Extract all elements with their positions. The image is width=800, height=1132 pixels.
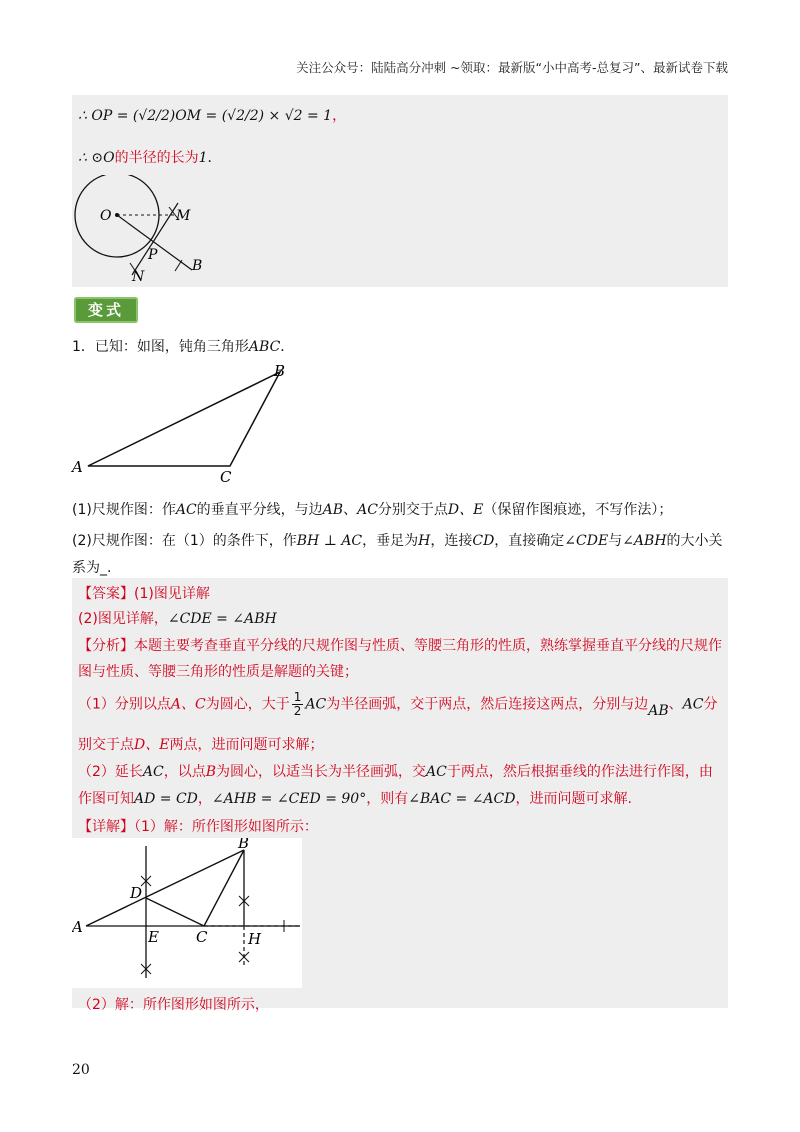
detail-line-1 <box>78 816 318 836</box>
label-A: A <box>72 458 83 476</box>
part1-t4: （保留作图痕迹，不写作法）； <box>483 502 673 518</box>
answer-line-2 <box>78 608 277 628</box>
step1-line-1 <box>78 691 717 718</box>
part1-m1: AC <box>175 502 197 518</box>
part2-m3: CD <box>472 533 495 549</box>
question-stem-end: ． <box>280 339 295 355</box>
analysis-text-2: 图与性质、等腰三角形的性质是解题的关键； <box>78 664 358 680</box>
answer-line-1 <box>78 583 210 603</box>
question-part-1 <box>72 499 672 519</box>
step1-b: 为圆心，大于 <box>205 696 290 713</box>
radius-conclusion-text: 的半径的长为 <box>114 150 199 166</box>
solution-continuation-block <box>72 95 728 287</box>
part2-m1: BH ⊥ AC <box>296 533 363 549</box>
construction-figure <box>72 838 302 988</box>
step2-l2m2: ∠AHB = ∠CED = 90° <box>211 791 367 807</box>
step2-m1: AC <box>142 764 164 780</box>
analysis-line-1 <box>78 635 722 655</box>
analysis-line-2 <box>78 661 358 681</box>
question-stem <box>72 336 294 356</box>
step1-l2m: D、E <box>134 737 170 753</box>
part2-m2: H <box>418 533 431 549</box>
circle-figure <box>72 175 232 285</box>
triangle-figure <box>70 362 310 482</box>
step1-m4: AC <box>682 696 704 713</box>
part1-t2: 、 <box>343 502 358 518</box>
step2-l2m1: AD = CD <box>134 791 198 807</box>
page-header: 关注公众号：陆陆高分冲刺 ~领取：最新版“小中高考-总复习”、最新试卷下载 <box>296 60 728 75</box>
fig-label-C: C <box>196 928 208 946</box>
fig-label-H: H <box>248 930 262 948</box>
part2-t2: ，连接 <box>430 533 473 549</box>
equation-op-comma: ， <box>332 108 347 124</box>
step2-b: ，以点 <box>163 764 206 780</box>
part1-label: (1)尺规作图：作 <box>72 502 176 518</box>
answer-tag: 【答案】 <box>78 586 134 602</box>
answer-block <box>72 578 728 1013</box>
question-part-2-line2: 系为_. <box>72 560 112 576</box>
part2-t3: ，直接确定 <box>494 533 565 549</box>
fig-label-D: D <box>130 884 143 902</box>
question-stem-text: 1．已知：如图，钝角三角形 <box>72 339 249 355</box>
step2-l2c: ，则有 <box>366 791 409 807</box>
step2-l2m3: ∠BAC = ∠ACD <box>408 791 516 807</box>
detail-1: （1）解：所作图形如图所示： <box>134 819 318 835</box>
part1-t3: 分别交于点 <box>377 502 448 518</box>
fraction-num: 1 <box>293 690 302 704</box>
label-B: B <box>274 362 286 380</box>
label-O: O <box>100 208 112 224</box>
answer-2-prefix: (2)图见详解， <box>78 611 168 627</box>
detail-2: （2）解：所作图形如图所示， <box>78 997 269 1013</box>
part2-t5: 的大小关 <box>666 533 723 549</box>
step1-a: （1）分别以点 <box>78 696 171 713</box>
step1-c: 为半径画弧，交于两点，然后连接这两点，分别与边 <box>326 696 649 713</box>
fraction-half <box>292 691 304 718</box>
step2-a: （2）延长 <box>78 764 143 780</box>
label-C: C <box>220 468 232 482</box>
label-P: P <box>148 247 158 263</box>
fig-label-B: B <box>238 838 250 852</box>
analysis-text-1: 本题主要考查垂直平分线的尺规作图与性质、等腰三角形的性质，熟练掌握垂直平分线的尺规作 <box>134 638 722 654</box>
step2-l2d: ，进而问题可求解. <box>515 791 632 807</box>
answer-1: (1)图见详解 <box>134 586 210 602</box>
fig-label-A: A <box>72 918 83 936</box>
label-N: N <box>132 269 145 285</box>
step1-line-2 <box>78 734 323 754</box>
part2-label: (2)尺规作图：在（1）的条件下，作 <box>72 533 297 549</box>
radius-conclusion-prefix: ∴ ⊙O <box>78 150 115 166</box>
variant-badge: 变式 <box>74 297 138 323</box>
question-stem-math: ABC <box>248 339 281 355</box>
step1-l2a: 别交于点 <box>78 737 134 753</box>
step1-m3: AB <box>648 702 669 719</box>
page-number: 20 <box>72 1062 90 1078</box>
part2-m5: ∠ABH <box>622 533 667 549</box>
step2-c: 为圆心，以适当长为半径画弧，交 <box>216 764 427 780</box>
radius-conclusion-end: ． <box>207 150 222 166</box>
step2-m3: AC <box>426 764 447 780</box>
fig-label-E: E <box>148 928 159 946</box>
part2-t1: ，垂足为 <box>362 533 419 549</box>
detail-tag: 【详解】 <box>78 819 134 835</box>
part2-m4: ∠CDE <box>564 533 609 549</box>
step1-e: 分 <box>703 696 718 713</box>
step2-line-1 <box>78 761 713 781</box>
label-M: M <box>176 208 191 224</box>
part1-m3: AC <box>357 502 378 518</box>
answer-2-math: ∠CDE = ∠ABH <box>167 611 277 627</box>
part1-m2: AB <box>322 502 344 518</box>
step1-m2: AC <box>305 696 327 713</box>
fraction-den: 2 <box>293 704 302 718</box>
radius-conclusion-value: 1 <box>198 150 208 166</box>
equation-op-text: ∴ OP = (√2/2)OM = (√2/2) × √2 = 1 <box>78 108 333 124</box>
step1-d: 、 <box>668 696 683 713</box>
step2-l2a: 作图可知 <box>78 791 134 807</box>
step2-l2b: ， <box>197 791 212 807</box>
radius-conclusion <box>78 147 222 167</box>
analysis-tag: 【分析】 <box>78 638 134 654</box>
step1-m1: A、C <box>170 696 206 713</box>
question-part-2 <box>72 530 723 550</box>
label-B: B <box>192 258 203 274</box>
step2-m2: B <box>205 764 217 780</box>
part1-m4: D、E <box>447 502 484 518</box>
step2-line-2 <box>78 788 632 808</box>
equation-op <box>78 105 346 125</box>
part1-t1: 的垂直平分线，与边 <box>196 502 323 518</box>
detail-line-2 <box>78 994 269 1014</box>
step1-l2b: 两点，进而问题可求解； <box>169 737 324 753</box>
step2-d: 于两点，然后根据垂线的作法进行作图，由 <box>446 764 713 780</box>
part2-t4: 与 <box>608 533 623 549</box>
